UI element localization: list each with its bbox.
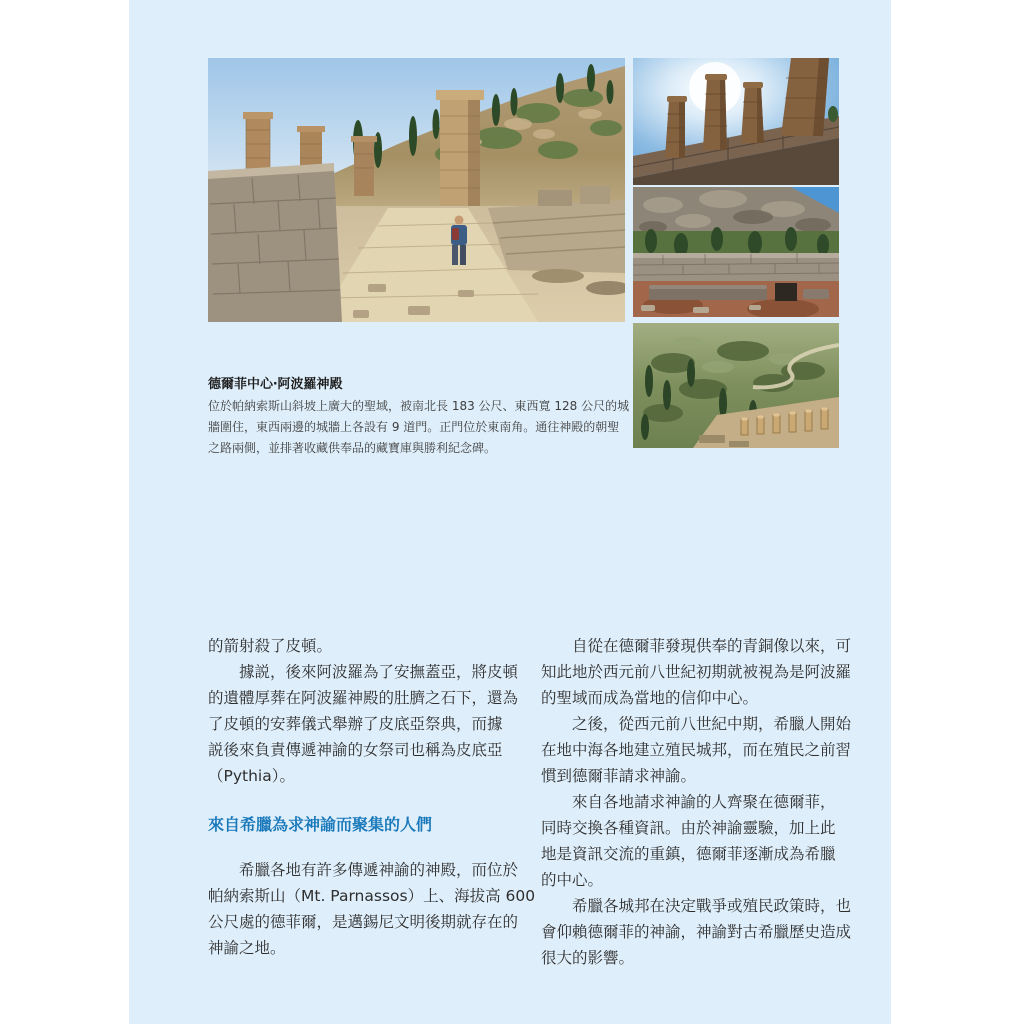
left-text-column [208,633,536,961]
text-line: 説後來負責傳遞神諭的女祭司也稱為皮底亞 [208,741,503,759]
text-line: 希臘各地有許多傳遞神諭的神殿，而位於 [208,861,519,879]
text-line: 很大的影響。 [541,949,635,967]
main-photo-image [208,58,625,322]
text-line: 來自各地請求神諭的人齊聚在德爾菲， [541,793,836,811]
photo-caption [208,376,630,459]
text-line: 同時交換各種資訊。由於神諭靈驗，加上此 [541,819,836,837]
text-line: 知此地於西元前八世紀初期就被視為是阿波羅 [541,663,852,681]
main-photo-apollo-temple [208,58,625,322]
side-photo-valley-view [633,323,839,448]
caption-title: 德爾菲中心‧阿波羅神殿 [208,377,343,392]
text-line: 神諭之地。 [208,939,286,957]
text-line: 牆圍住，東西兩邊的城牆上各設有 9 道門。正門位於東南角。通往神殿的朝聖 [208,420,620,434]
text-line: 會仰賴德爾菲的神諭，神諭對古希臘歷史造成 [541,923,852,941]
text-line: 地是資訊交流的重鎮，德爾菲逐漸成為希臘 [541,845,836,863]
text-line: 據説，後來阿波羅為了安撫蓋亞，將皮頓 [208,663,519,681]
text-line: （Pythia）。 [208,767,295,785]
text-line: 自從在德爾菲發現供奉的青銅像以來，可 [541,637,852,655]
side-photo-sun-columns [633,58,839,185]
text-line: 位於帕納索斯山斜坡上廣大的聖域，被南北長 183 公尺、東西寬 128 公尺的城 [208,399,630,413]
text-line: 的箭射殺了皮頓。 [208,637,333,655]
tall-pillar [436,90,484,208]
text-line: 了皮頓的安葬儀式舉辦了皮底亞祭典，而據 [208,715,503,733]
text-line: 在地中海各地建立殖民城邦，而在殖民之前習 [541,741,852,759]
text-line: 慣到德爾菲請求神諭。 [541,767,697,785]
side-photo-retaining-wall [633,187,839,317]
text-line: 之後，從西元前八世紀中期，希臘人開始 [541,715,852,733]
left-column-paragraphs-2 [208,857,536,961]
caption-body [208,396,630,459]
stone-wall [208,163,342,322]
left-column-paragraphs [208,633,524,789]
text-line: 的中心。 [541,871,604,889]
text-line: 的聖域而成為當地的信仰中心。 [541,689,759,707]
text-line: 公尺處的德菲爾，是邁錫尼文明後期就存在的 [208,913,519,931]
section-heading: 來自希臘為求神諭而聚集的人們 [208,815,433,834]
side-photo-2-image [633,187,839,317]
right-text-column [541,633,857,971]
side-photo-1-image [633,58,839,185]
text-line: 帕納索斯山（Mt. Parnassos）上、海拔高 600 [208,887,536,905]
text-line: 希臘各城邦在決定戰爭或殖民政策時，也 [541,897,852,915]
text-line: 的遺體厚葬在阿波羅神殿的肚臍之石下，還為 [208,689,519,707]
side-photo-3-image [633,323,839,448]
text-line: 之路兩側，並排著收藏供奉品的藏寶庫與勝利紀念碑。 [208,441,497,455]
